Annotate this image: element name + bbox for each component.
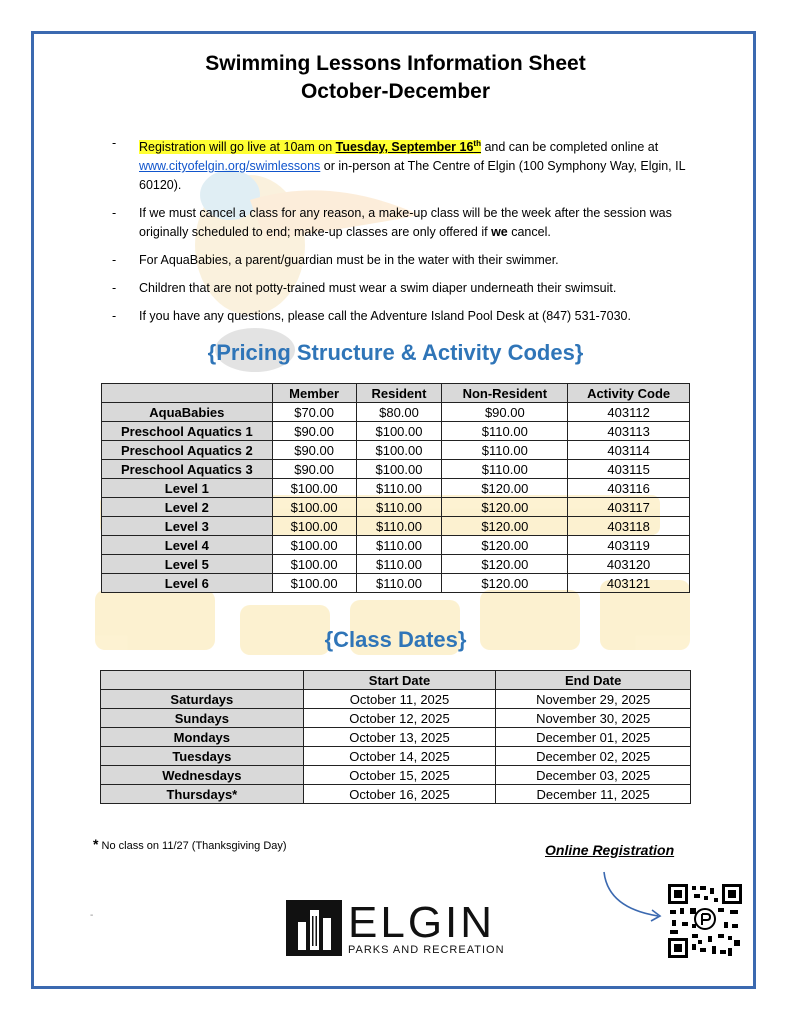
pricing-cell: $90.00 <box>442 403 568 422</box>
dates-cell: October 13, 2025 <box>303 728 496 747</box>
dates-cell: December 01, 2025 <box>496 728 691 747</box>
dates-cell: October 12, 2025 <box>303 709 496 728</box>
dates-row <box>101 766 691 785</box>
pricing-row-label: Level 2 <box>102 498 273 517</box>
pricing-row-label: Level 1 <box>102 479 273 498</box>
pricing-row-label: Level 4 <box>102 536 273 555</box>
qr-code-icon[interactable] <box>668 884 742 958</box>
dates-row <box>101 728 691 747</box>
dates-row <box>101 690 691 709</box>
dates-row-label: Tuesdays <box>101 747 304 766</box>
dates-row-label: Mondays <box>101 728 304 747</box>
pricing-cell: $90.00 <box>272 422 356 441</box>
pricing-cell: $100.00 <box>272 536 356 555</box>
pricing-cell: $120.00 <box>442 555 568 574</box>
pricing-row-label: Level 6 <box>102 574 273 593</box>
dates-cell: October 11, 2025 <box>303 690 496 709</box>
bullet-swim-diaper: - Children that are not potty-trained must wear a swim diaper underneath their swimsuit. <box>112 281 617 296</box>
dates-row-label: Sundays <box>101 709 304 728</box>
dates-header-2: End Date <box>496 671 691 690</box>
dates-header-0 <box>101 671 304 690</box>
pricing-cell: $120.00 <box>442 517 568 536</box>
pricing-row <box>102 403 690 422</box>
pricing-cell: $100.00 <box>272 479 356 498</box>
pricing-cell: $110.00 <box>356 517 442 536</box>
pricing-cell: $120.00 <box>442 498 568 517</box>
pricing-row-label: Level 3 <box>102 517 273 536</box>
bullet-aquababies: - For AquaBabies, a parent/guardian must be in the water with their swimmer. <box>112 253 559 268</box>
dates-cell: November 30, 2025 <box>496 709 691 728</box>
pricing-header-2: Resident <box>356 384 442 403</box>
elgin-logo-text: ELGIN <box>348 898 496 947</box>
pricing-cell: $110.00 <box>442 460 568 479</box>
document-title <box>0 50 791 106</box>
pricing-cell: 403121 <box>568 574 690 593</box>
pricing-row <box>102 460 690 479</box>
pricing-cell: 403114 <box>568 441 690 460</box>
pricing-cell: $100.00 <box>272 498 356 517</box>
registration-highlight: Registration will go live at 10am on Tuesday, September 16th <box>139 139 481 155</box>
pricing-cell: $110.00 <box>442 441 568 460</box>
dates-cell: November 29, 2025 <box>496 690 691 709</box>
dates-cell: October 16, 2025 <box>303 785 496 804</box>
pricing-cell: 403119 <box>568 536 690 555</box>
dates-row <box>101 785 691 804</box>
pricing-cell: $100.00 <box>272 574 356 593</box>
pricing-cell: $110.00 <box>356 479 442 498</box>
pricing-row-label: Level 5 <box>102 555 273 574</box>
pricing-cell: $100.00 <box>272 555 356 574</box>
pricing-cell: $100.00 <box>356 441 442 460</box>
dates-row-label: Saturdays <box>101 690 304 709</box>
pricing-cell: 403115 <box>568 460 690 479</box>
dates-cell: October 14, 2025 <box>303 747 496 766</box>
title-line-1: Swimming Lessons Information Sheet <box>205 52 586 75</box>
dates-header-1: Start Date <box>303 671 496 690</box>
curved-arrow-icon <box>598 868 668 928</box>
pricing-cell: $110.00 <box>442 422 568 441</box>
online-registration-label[interactable]: Online Registration <box>545 842 675 858</box>
pricing-cell: $70.00 <box>272 403 356 422</box>
footnote: * No class on 11/27 (Thanksgiving Day) <box>93 836 287 852</box>
dates-row <box>101 709 691 728</box>
dates-cell: December 02, 2025 <box>496 747 691 766</box>
pricing-table <box>101 383 690 593</box>
pricing-header-4: Activity Code <box>568 384 690 403</box>
title-line-2: October-December <box>300 80 491 103</box>
pricing-row <box>102 574 690 593</box>
pricing-cell: 403120 <box>568 555 690 574</box>
pricing-cell: 403113 <box>568 422 690 441</box>
pricing-header-1: Member <box>272 384 356 403</box>
pricing-row <box>102 498 690 517</box>
dates-row-label: Thursdays* <box>101 785 304 804</box>
pricing-row-label: AquaBabies <box>102 403 273 422</box>
dates-cell: December 03, 2025 <box>496 766 691 785</box>
class-dates-heading: {Class Dates} <box>324 627 467 652</box>
pricing-row-label: Preschool Aquatics 1 <box>102 422 273 441</box>
pricing-row-label: Preschool Aquatics 2 <box>102 441 273 460</box>
pricing-cell: $120.00 <box>442 536 568 555</box>
pricing-cell: $110.00 <box>356 536 442 555</box>
pricing-row-label: Preschool Aquatics 3 <box>102 460 273 479</box>
elgin-logo-subtitle: PARKS AND RECREATION <box>348 944 505 956</box>
pricing-heading: {Pricing Structure & Activity Codes} <box>207 340 584 365</box>
dates-row-label: Wednesdays <box>101 766 304 785</box>
bullet-questions: - If you have any questions, please call the Adventure Island Pool Desk at (847) 531-7030. <box>112 309 631 324</box>
bullet-cancel: - If we must cancel a class for any reason, a make-up class will be the week after the session was originally scheduled to end; make-up classes are only offered if we cancel. <box>112 206 672 240</box>
pricing-cell: $90.00 <box>272 441 356 460</box>
pricing-cell: 403116 <box>568 479 690 498</box>
pricing-row <box>102 555 690 574</box>
pricing-row <box>102 422 690 441</box>
bullet-dash: - <box>112 136 117 150</box>
swimlessons-link[interactable]: www.cityofelgin.org/swimlessons <box>139 159 321 174</box>
pricing-cell: $100.00 <box>272 517 356 536</box>
pricing-cell: $90.00 <box>272 460 356 479</box>
pricing-cell: $120.00 <box>442 479 568 498</box>
dates-row <box>101 747 691 766</box>
dates-cell: December 11, 2025 <box>496 785 691 804</box>
pricing-cell: $110.00 <box>356 574 442 593</box>
pricing-row <box>102 479 690 498</box>
pricing-header-0 <box>102 384 273 403</box>
pricing-header-3: Non-Resident <box>442 384 568 403</box>
pricing-row <box>102 441 690 460</box>
pricing-row <box>102 536 690 555</box>
pricing-cell: $100.00 <box>356 422 442 441</box>
small-mark: - <box>90 910 94 921</box>
pricing-cell: $110.00 <box>356 498 442 517</box>
pricing-cell: $80.00 <box>356 403 442 422</box>
bullet-registration: - Registration will go live at 10am on Tuesday, September 16th and can be completed online at www.cityofelgin.org/swimlessons or in-person at The Centre of Elgin (100 Symphony Way, Elgin, IL 60120). <box>112 136 686 193</box>
class-dates-table <box>100 670 691 804</box>
info-bullets <box>112 134 712 335</box>
pricing-row <box>102 517 690 536</box>
pricing-cell: 403112 <box>568 403 690 422</box>
pricing-cell: $120.00 <box>442 574 568 593</box>
elgin-logo-icon <box>286 900 342 956</box>
pricing-cell: $100.00 <box>356 460 442 479</box>
pricing-cell: 403118 <box>568 517 690 536</box>
pricing-cell: $110.00 <box>356 555 442 574</box>
dates-cell: October 15, 2025 <box>303 766 496 785</box>
pricing-cell: 403117 <box>568 498 690 517</box>
